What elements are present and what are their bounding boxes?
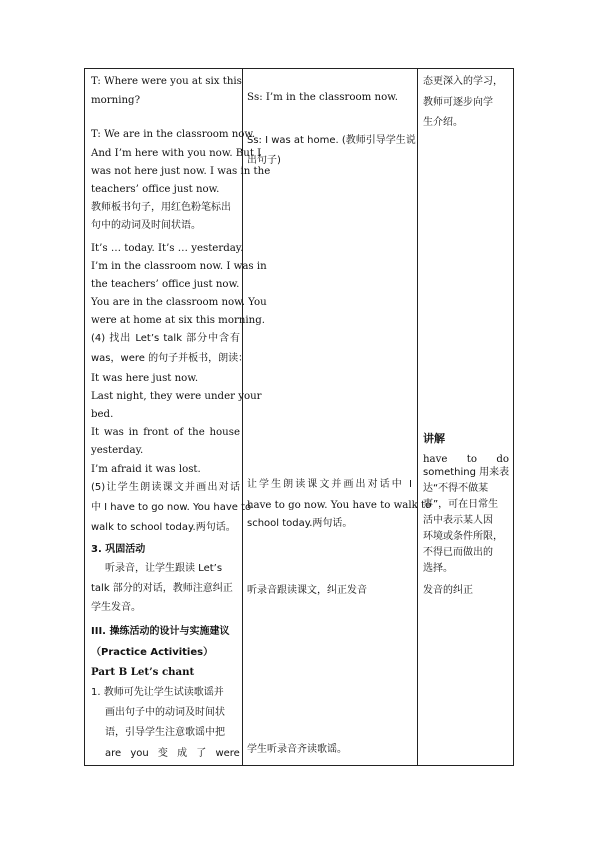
- text-line: 态更深入的学习，: [423, 76, 503, 87]
- text-line: bed.: [91, 409, 114, 420]
- text-line: (5)让学生朗读课文并画出对话: [91, 482, 240, 493]
- text-line: 事”，可在日常生: [423, 499, 499, 510]
- text-line: walk to school today.两句话。: [91, 522, 236, 533]
- section-heading: Part B Let’s chant: [91, 666, 195, 678]
- text-line: school today.两句话。: [247, 518, 353, 529]
- text-line: T: We are in the classroom now.: [91, 129, 256, 140]
- column-divider: [417, 69, 418, 765]
- text-line: 学生发音。: [91, 602, 141, 613]
- text-line: (4) 找出 Let’s talk 部分中含有: [91, 333, 240, 344]
- text-line: 教师可逐步向学: [423, 97, 493, 108]
- text-line: 听录音跟读课文，纠正发音: [247, 585, 367, 596]
- text-line: was，were 的句子并板书，朗读：: [91, 353, 249, 364]
- text-line: 1. 教师可先让学生试读歌谣并: [91, 687, 224, 698]
- text-line: 学生听录音齐读歌谣。: [247, 744, 347, 755]
- text-line: And I’m here with you now. But I: [91, 148, 262, 159]
- section-heading: III. 操练活动的设计与实施建议: [91, 626, 230, 637]
- text-line: 选择。: [423, 563, 453, 574]
- text-line: the teachers’ office just now.: [91, 279, 240, 290]
- text-line: 出句子): [247, 155, 281, 166]
- section-heading: 3. 巩固活动: [91, 544, 146, 555]
- text-line: have to do: [423, 454, 509, 465]
- section-heading: 讲解: [423, 432, 445, 445]
- text-line: 教师板书句子，用红色粉笔标出: [91, 202, 231, 213]
- text-line: have to go now. You have to walk to: [247, 500, 432, 511]
- text-line: 达“不得不做某: [423, 483, 489, 494]
- text-line: It was in front of the house: [91, 427, 240, 438]
- text-line: 听录音，让学生跟读 Let’s: [105, 563, 223, 574]
- text-line: 生介绍。: [423, 117, 463, 128]
- text-line: Ss: I was at home. (教师引导学生说: [247, 135, 416, 146]
- text-line: 发音的纠正: [423, 585, 473, 596]
- text-line: I’m afraid it was lost.: [91, 464, 201, 475]
- text-line: 让学生朗读课文并画出对话中 I: [247, 479, 412, 490]
- text-line: are you 变 成 了 were: [105, 748, 240, 759]
- text-line: 环境或条件所限，: [423, 531, 503, 542]
- text-line: morning?: [91, 95, 141, 106]
- text-line: was not here just now. I was in the: [91, 166, 271, 177]
- text-line: yesterday.: [91, 445, 144, 456]
- text-line: It’s … today. It’s … yesterday.: [91, 243, 244, 254]
- text-line: 语，引导学生注意歌谣中把: [105, 727, 225, 738]
- text-line: Ss: I’m in the classroom now.: [247, 92, 398, 103]
- text-line: Last night, they were under your: [91, 391, 262, 402]
- text-line: teachers’ office just now.: [91, 184, 220, 195]
- text-line: 画出句子中的动词及时间状: [105, 707, 225, 718]
- text-line: something 用来表: [423, 467, 510, 478]
- text-line: It was here just now.: [91, 373, 199, 384]
- text-line: 中 I have to go now. You have to: [91, 502, 252, 513]
- text-line: You are in the classroom now. You: [91, 297, 267, 308]
- text-line: 活中表示某人因: [423, 515, 493, 526]
- lesson-plan-table: [84, 68, 514, 766]
- text-line: 句中的动词及时间状语。: [91, 220, 201, 231]
- text-line: were at home at six this morning.: [91, 315, 265, 326]
- section-heading: （Practice Activities）: [91, 647, 214, 658]
- text-line: T: Where were you at six this: [91, 76, 242, 87]
- text-line: I’m in the classroom now. I was in: [91, 261, 267, 272]
- text-line: talk 部分的对话，教师注意纠正: [91, 583, 233, 594]
- text-line: 不得已而做出的: [423, 547, 493, 558]
